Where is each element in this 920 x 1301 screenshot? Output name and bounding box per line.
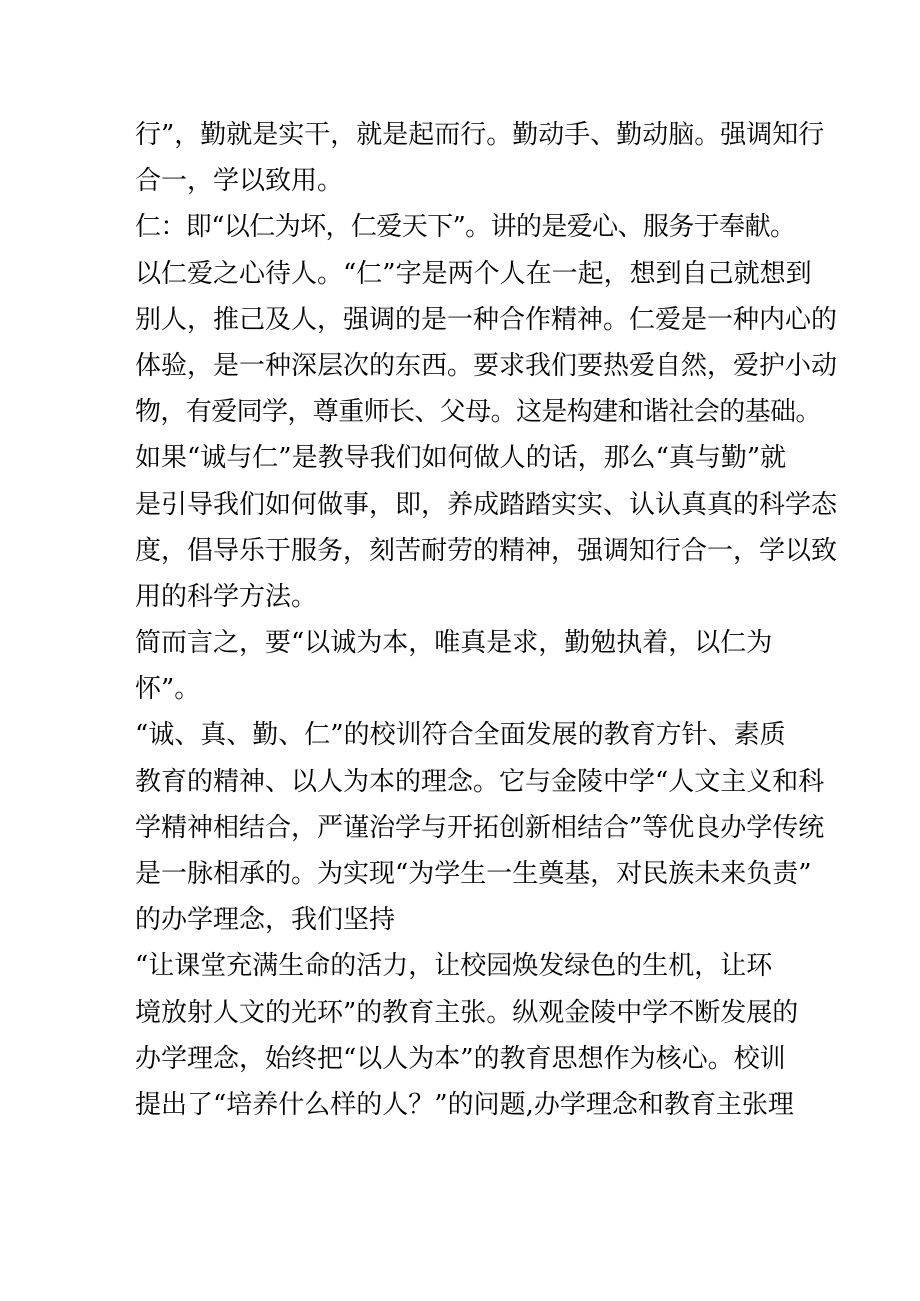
text-line: 是一脉相承的。为实现“为学生一生奠基，对民族未来负责” [135, 859, 812, 889]
text-line: 行”，勤就是实干，就是起而行。勤动手、勤动脑。强调知行 [135, 120, 825, 150]
text-line: 怀”。 [135, 674, 201, 705]
body-text [135, 112, 838, 1128]
text-line: 的办学理念，我们坚持 [135, 905, 396, 936]
text-line: 度，倡导乐于服务，刻苦耐劳的精神，强调知行合一，学以致 [135, 535, 838, 566]
text-line: 别人，推己及人，强调的是一种合作精神。仁爱是一种内心的 [135, 304, 838, 335]
text-line: 体验，是一种深层次的东西。要求我们要热爱自然，爱护小动 [135, 350, 838, 381]
text-line: 学精神相结合，严谨治学与开拓创新相结合”等优良办学传统 [135, 812, 825, 843]
text-line: 提出了“培养什么样的人？”的问题,办学理念和教育主张理 [135, 1089, 794, 1120]
text-line: 是引导我们如何做事，即，养成踏踏实实、认认真真的科学态 [135, 489, 838, 520]
text-line: 合一，学以致用。 [135, 166, 344, 197]
text-line: 办学理念，始终把“以人为本”的教育思想作为核心。校训 [135, 1043, 786, 1074]
text-line: 境放射人文的光环”的教育主张。纵观金陵中学不断发展的 [135, 997, 799, 1028]
text-line: “让课堂充满生命的活力，让校园焕发绿色的生机，让环 [135, 951, 773, 982]
text-line: 如果“诚与仁”是教导我们如何做人的话，那么“真与勤”就 [135, 443, 787, 474]
text-line: 用的科学方法。 [135, 581, 318, 612]
text-line: “诚、真、勤、仁”的校训符合全面发展的教育方针、素质 [135, 720, 786, 751]
text-line: 仁：即“以仁为坏，仁爱天下”。讲的是爱心、服务于奉献。 [135, 212, 796, 243]
text-line: 简而言之，要“以诚为本，唯真是求，勤勉执着，以仁为 [135, 628, 773, 659]
text-line: 物，有爱同学，尊重师长、父母。这是构建和谐社会的基础。 [135, 397, 821, 428]
text-line: 以仁爱之心待人。“仁”字是两个人在一起，想到自己就想到 [135, 258, 812, 289]
text-line: 教育的精神、以人为本的理念。它与金陵中学“人文主义和科 [135, 766, 825, 797]
